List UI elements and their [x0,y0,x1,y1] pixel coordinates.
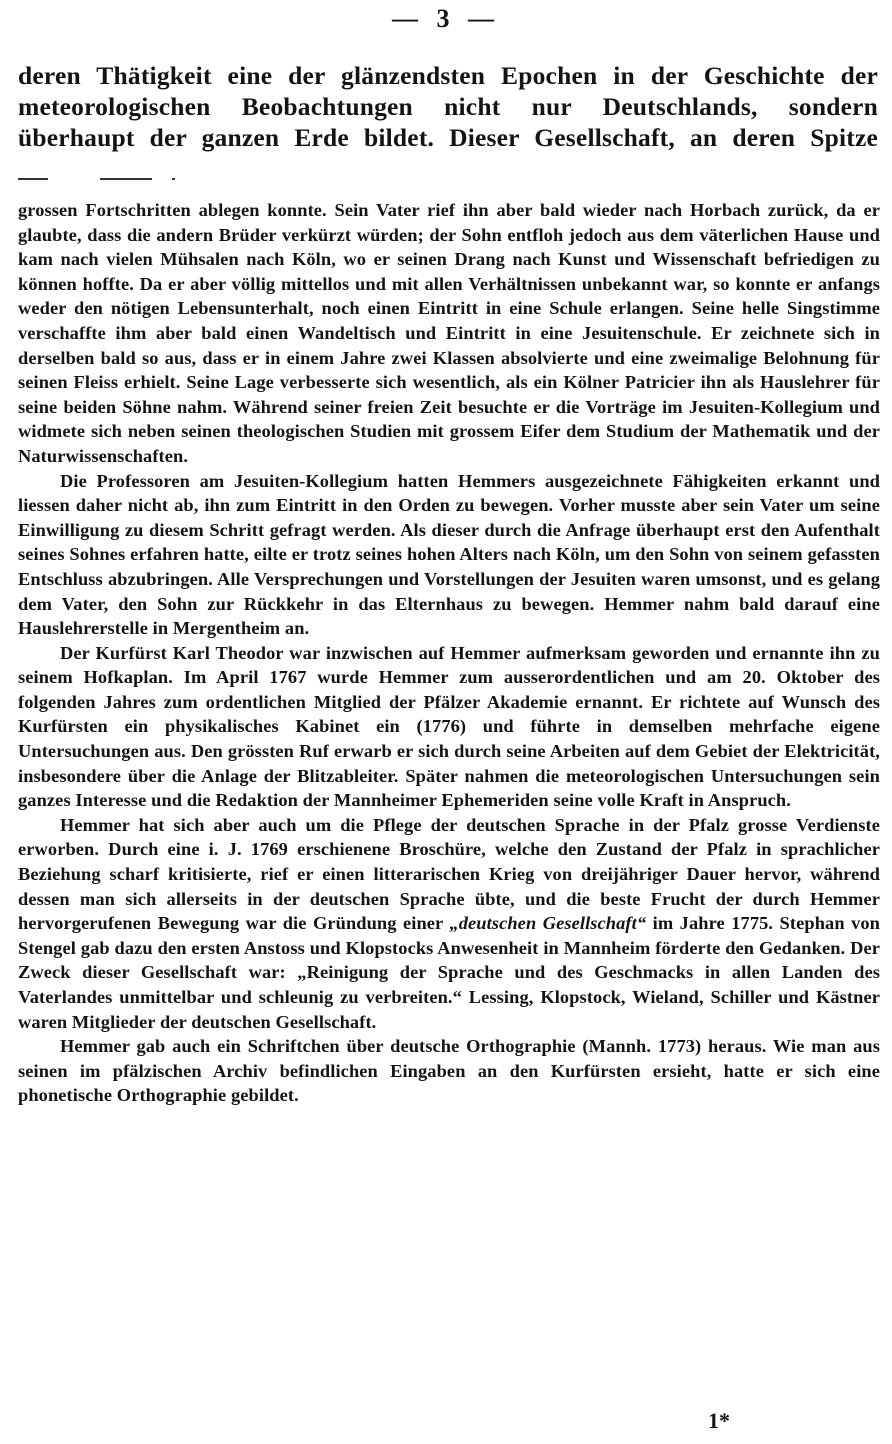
society-name: „deutschen Gesellschaft“ [449,913,647,934]
footnote-paragraph: Hemmer gab auch ein Schriftchen über deutsche Orthographie (Mannh. 1773) heraus. Wie man aus seinen im pfälzischen Archiv befindlichen Eingaben an den Kurfürsten ersieht, hatte er sich eine phonetische Orthographie gebildet. [18,1036,880,1106]
footnote-paragraph: Die Professoren am Jesuiten-Kollegium hatten Hemmers ausgezeichnete Fähigkeiten erkannt und liessen daher nicht ab, ihn zum Eintritt in den Orden zu bewegen. Vorher musste aber sein Vater um seine Einwilligung zu diesem Schritt gefragt werden. Als dieser durch die Anfrage überhaupt erst den Aufenthalt seines Sohnes erfahren hatte, eilte er trotz seines hohen Alters nach Köln, um den Sohn von seinem gefassten Entschluss abzubringen. Alle Versprechungen und Vorstellungen der Jesuiten waren umsonst, und es gelang dem Vater, den Sohn zur Rückkehr in das Elternhaus zu bewegen. Hemmer nahm bald darauf eine Hauslehrerstelle in Mergentheim an. [18,470,880,639]
main-body-text: deren Thätigkeit eine der glänzendsten Epochen in der Geschichte der meteorologischen Beobachtungen nicht nur Deutschlands, sondern überhaupt der ganzen Erde bildet. Dieser Gesellschaft, an deren Spitze [18,61,878,152]
footnote-divider [18,178,188,186]
footnote-paragraph: grossen Fortschritten ablegen konnte. Sein Vater rief ihn aber bald wieder nach Horbach zurück, da er glaubte, dass die andern Brüder verkürzt würden; der Sohn entfloh jedoch aus dem väterlichen Hause und kam nach vielen Mühsalen nach Köln, wo er seinen Drang nach Kunst und Wissenschaft befriedigen zu können hoffte. Da er aber völlig mittellos und mit allen Verhältnissen unbekannt war, so konnte er anfangs weder den nötigen Lebensunterhalt, noch einen Eintritt in eine Schule erlangen. Seine helle Singstimme verschaffte ihm aber bald einen Wandeltisch und Eintritt in eine Jesuitenschule. Er zeichnete sich in derselben bald so aus, dass er in einem Jahre zwei Klassen absolvierte und eine zweimalige Belohnung für seinen Fleiss erhielt. Seine Lage verbesserte sich wesentlich, als ein Kölner Patricier ihn als Hauslehrer für seine beiden Söhne nahm. Während seiner freien Zeit besuchte er die Vorträge im Jesuiten-Kollegium und widmete sich neben seinen theologischen Studien mit grossem Eifer dem Studium der Mathematik und der Naturwissenschaften. [18,200,880,466]
page-number: — 3 — [392,4,500,33]
signature-mark: 1* [708,1408,730,1433]
footnote-paragraph: Der Kurfürst Karl Theodor war inzwischen auf Hemmer aufmerksam geworden und ernannte ihn zu seinem Hofkaplan. Im April 1767 wurde Hemmer zum ausserordentlichen und am 20. Oktober des folgenden Jahres zum ordentlichen Mitglied der Pfälzer Akademie ernannt. Er richtete auf Wunsch des Kurfürsten ein physikalisches Kabinet ein (1776) und führte in demselben mehrfache eigene Untersuchungen aus. Den grössten Ruf erwarb er sich durch seine Arbeiten auf dem Gebiet der Elektricität, insbesondere über die Anlage der Blitzableiter. Später nahmen die meteorologischen Untersuchungen sein ganzes Interesse und die Redaktion der Mannheimer Ephemeriden seine volle Kraft in Anspruch. [18,642,880,811]
footnote-text [18,198,880,1108]
paragraph-text: Hemmer hat sich aber auch um die Pflege der deutschen Sprache in der Pfalz grosse Verdienste erworben. Durch eine i. J. 1769 erschienene Broschüre, welche den Zustand der Pfalz in sprachlicher Beziehung scharf kritisierte, rief er einen litterarischen Krieg von dreijähriger Dauer hervor, während dessen man sich allerseits in der deutschen Sprache übte, und die beste Frucht der durch Hemmer hervorgerufenen Bewegung war die Gründung einer [18,814,880,934]
paragraph-text: im Jahre 1775. Stephan von Stengel gab dazu den ersten Anstoss und Klopstocks Anwesenheit in Mannheim förderte den Gedanken. Der Zweck dieser Gesellschaft war: „Reinigung der Sprache und des Geschmacks in allen Landen des Vaterlandes unmittelbar und schleunig zu verbreiten.“ Lessing, Klopstock, Wieland, Schiller und Kästner waren Mitglieder der deutschen Gesellschaft. [18,913,881,1032]
footnote-paragraph [18,813,880,1034]
